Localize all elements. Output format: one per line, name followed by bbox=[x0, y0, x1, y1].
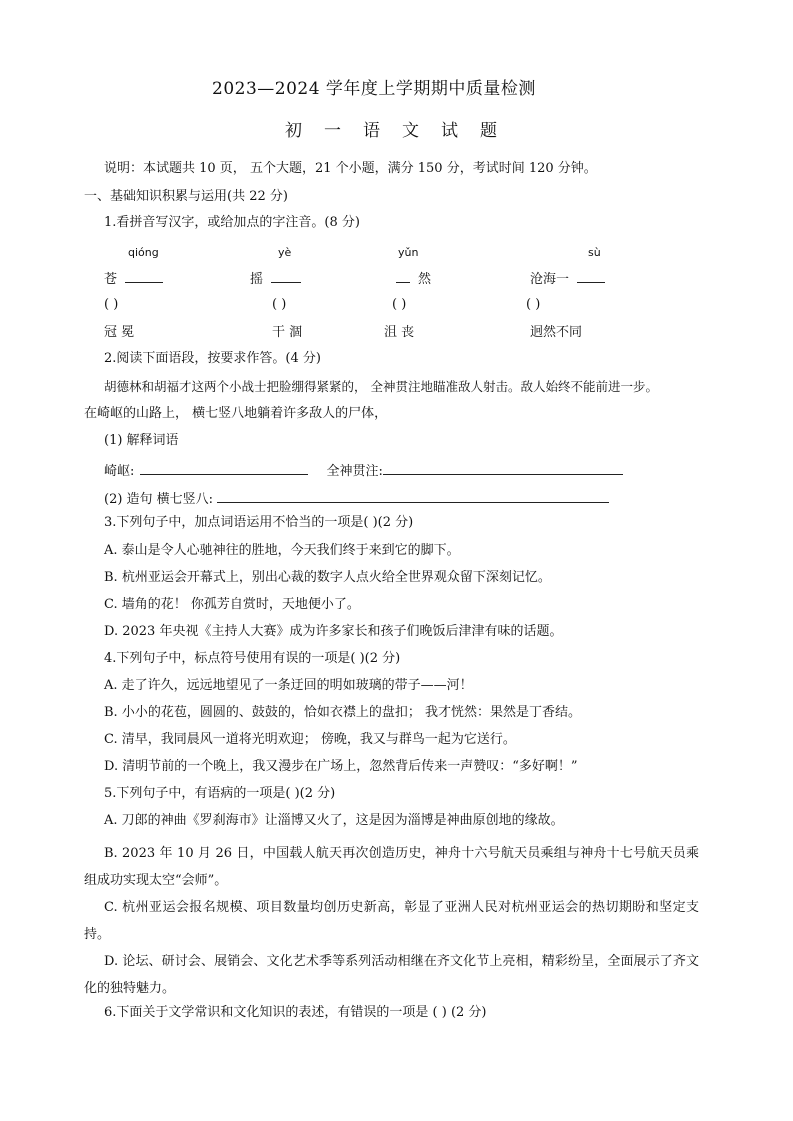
question-1-stem: 1.看拼音写汉字，或给加点的字注音。(8 分) bbox=[104, 215, 360, 230]
question-2-stem: 2.阅读下面语段，按要求作答。(4 分) bbox=[104, 351, 321, 366]
term-2: 全神贯注: bbox=[326, 464, 383, 479]
word-1-char: 苍 bbox=[104, 272, 118, 287]
subtitle-char: 题 bbox=[480, 121, 497, 141]
pinyin-2: yè bbox=[278, 246, 292, 259]
q3-option-b: B. 杭州亚运会开幕式上，别出心裁的数字人点火给全世界观众留下深刻记忆。 bbox=[104, 570, 551, 585]
subtitle-char: 试 bbox=[441, 121, 458, 141]
char-4: 迥然不同 bbox=[530, 325, 583, 340]
term-1: 崎岖: bbox=[104, 464, 135, 479]
answer-blank[interactable] bbox=[271, 268, 301, 283]
q5-option-d: D. 论坛、研讨会、展销会、文化艺术季等系列活动相继在齐文化节上亮相，精彩纷呈，全面展示了齐文化的独特魅力。 bbox=[84, 954, 699, 996]
subtitle-char: 一 bbox=[324, 121, 341, 141]
q3-option-a: A. 泰山是令人心驰神往的胜地，今天我们终于来到它的脚下。 bbox=[104, 543, 460, 558]
subtitle-char: 文 bbox=[402, 121, 419, 141]
term-line bbox=[104, 460, 623, 481]
word-2 bbox=[250, 268, 301, 289]
question-5-stem: 5.下列句子中，有语病的一项是( )(2 分) bbox=[104, 786, 336, 801]
passage-line-1: 胡德林和胡福才这两个小战士把脸绷得紧紧的， 全神贯注地瞄准敌人射击。敌人始终不能前进一步。 bbox=[104, 379, 658, 394]
q4-option-b: B. 小小的花苞，圆圆的、鼓鼓的，恰如衣襟上的盘扣； 我才恍然：果然是丁香结。 bbox=[104, 705, 581, 720]
exam-title: 2023—2024 学年度上学期期中质量检测 bbox=[212, 79, 536, 99]
q4-option-a: A. 走了许久，远远地望见了一条迂回的明如玻璃的带子——河！ bbox=[104, 678, 473, 693]
paren-4[interactable]: ( ) bbox=[526, 297, 541, 312]
answer-blank[interactable] bbox=[217, 488, 609, 503]
passage-line-2: 在崎岖的山路上， 横七竖八地躺着许多敌人的尸体， bbox=[84, 406, 388, 421]
exam-subtitle bbox=[285, 122, 497, 140]
answer-blank[interactable] bbox=[396, 268, 410, 283]
answer-blank[interactable] bbox=[577, 268, 605, 283]
pinyin-1: qióng bbox=[128, 246, 159, 259]
subtitle-char: 语 bbox=[363, 121, 380, 141]
paren-3[interactable]: ( ) bbox=[392, 297, 407, 312]
word-1 bbox=[104, 268, 163, 289]
q4-option-d: D. 清明节前的一个晚上，我又漫步在广场上，忽然背后传来一声赞叹：“多好啊！” bbox=[104, 759, 578, 774]
char-2: 干 涸 bbox=[272, 325, 303, 340]
q3-option-c: C. 墙角的花！ 你孤芳自赏时，天地便小了。 bbox=[104, 597, 360, 612]
sub-question-2: (2) 造句 横七竖八: bbox=[104, 492, 214, 507]
q5-option-b: B. 2023 年 10 月 26 日，中国载人航天再次创造历史，神舟十六号航天员乘组与神舟十七号航天员乘组成功实现太空“会师”。 bbox=[84, 846, 699, 888]
char-1: 冠 冕 bbox=[104, 325, 135, 340]
section-heading: 一、基础知识积累与运用(共 22 分) bbox=[84, 189, 288, 204]
question-4-stem: 4.下列句子中，标点符号使用有误的一项是( )(2 分) bbox=[104, 651, 401, 666]
question-6-stem: 6.下面关于文学常识和文化知识的表述，有错误的一项是 ( ) (2 分) bbox=[104, 1005, 487, 1020]
question-3-stem: 3.下列句子中，加点词语运用不恰当的一项是( )(2 分) bbox=[104, 515, 414, 530]
sub-question-1: (1) 解释词语 bbox=[104, 433, 179, 448]
paren-1[interactable]: ( ) bbox=[104, 297, 119, 312]
answer-blank[interactable] bbox=[140, 460, 308, 475]
sub-question-2-line bbox=[104, 488, 609, 509]
instructions: 说明：本试题共 10 页， 五个大题，21 个小题，满分 150 分，考试时间 120 分钟。 bbox=[104, 161, 597, 176]
word-3-char: 然 bbox=[418, 272, 432, 287]
q5-option-a: A. 刀郎的神曲《罗刹海市》让淄博又火了，这是因为淄博是神曲原创地的缘故。 bbox=[104, 813, 564, 828]
answer-blank[interactable] bbox=[383, 460, 623, 475]
word-4-char: 沧海一 bbox=[530, 272, 570, 287]
q4-option-c: C. 清早，我同晨风一道将光明欢迎； 傍晚，我又与群鸟一起为它送行。 bbox=[104, 732, 516, 747]
word-4 bbox=[530, 268, 605, 289]
q3-option-d: D. 2023 年央视《主持人大赛》成为许多家长和孩子们晚饭后津津有味的话题。 bbox=[104, 624, 563, 639]
paren-2[interactable]: ( ) bbox=[272, 297, 287, 312]
pinyin-4: sù bbox=[588, 246, 601, 259]
answer-blank[interactable] bbox=[125, 268, 163, 283]
word-3 bbox=[396, 268, 431, 289]
pinyin-3: yǔn bbox=[398, 246, 419, 259]
subtitle-char: 初 bbox=[285, 121, 302, 141]
q5-option-c: C. 杭州亚运会报名规模、项目数量均创历史新高，彰显了亚洲人民对杭州亚运会的热切期盼和坚定支持。 bbox=[84, 900, 699, 942]
word-2-char: 摇 bbox=[250, 272, 264, 287]
char-3: 沮 丧 bbox=[384, 325, 415, 340]
